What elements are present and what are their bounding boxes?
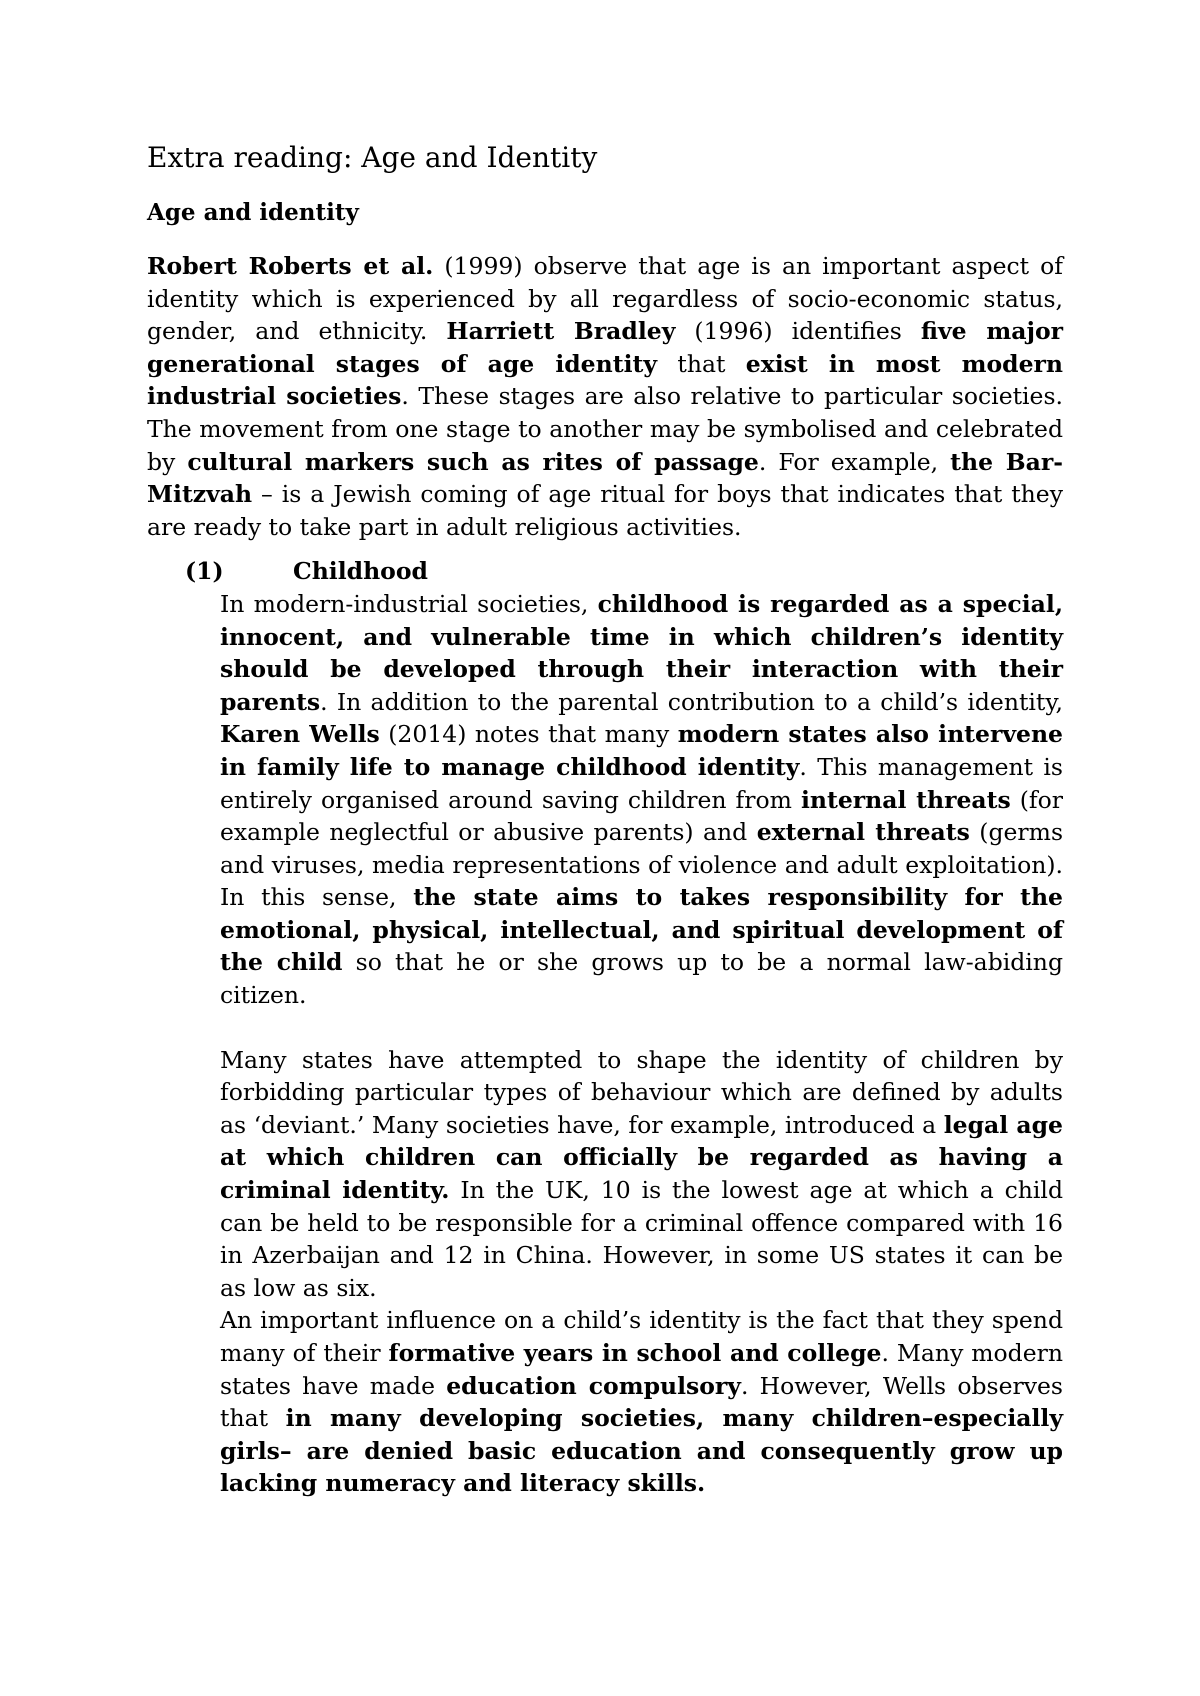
- paragraph-gap: [220, 1012, 1063, 1044]
- bold-text-run: childhood is regarded as a special, innocent, and vulnerable time in which children’s identity should be developed through their interaction with their parents: [220, 589, 1063, 716]
- section-title: Childhood: [293, 557, 428, 586]
- bold-text-run: formative years in school and college: [388, 1339, 882, 1367]
- text-run: (germs and viruses, media representations of violence and adult exploitation). In this sense,: [220, 818, 1064, 912]
- bold-text-run: in many developing societies, many children–especially girls– are denied basic education and consequently grow up lacking numeracy and literacy skills.: [220, 1404, 1063, 1498]
- bold-text-run: Harriett Bradley: [446, 317, 676, 346]
- text-run: (for example neglectful or abusive parents) and: [220, 785, 1063, 847]
- bold-text-run: the state aims to takes responsibility for the emotional, physical, intellectual, and spiritual development of the child: [220, 883, 1064, 977]
- bold-text-run: cultural markers such as rites of passage: [187, 447, 759, 476]
- childhood-paragraph-1: [220, 588, 1063, 1012]
- section-subtitle: Age and identity: [147, 199, 359, 226]
- text-run: In modern-industrial societies,: [220, 589, 598, 618]
- text-run: so that he or she grows up to be a normal law-abiding citizen.: [220, 948, 1063, 1010]
- section-number: (1): [185, 557, 224, 586]
- text-run: . In addition to the parental contribution to a child’s identity,: [320, 687, 1063, 716]
- bold-text-run: legal age at which children can officially be regarded as having a criminal identity.: [220, 1110, 1063, 1205]
- bold-text-run: internal threats: [800, 785, 1011, 814]
- text-run: . This management is entirely organised around saving children from: [220, 752, 1063, 814]
- childhood-paragraph-3: [220, 1304, 1063, 1500]
- bold-text-run: five major generational stages of age identity: [147, 317, 1063, 378]
- text-run: (1996) identifies: [675, 317, 921, 346]
- bold-text-run: the Bar-Mitzvah: [147, 447, 1063, 509]
- text-run: that: [657, 349, 746, 378]
- text-run: . These stages are also relative to particular societies. The movement from one stage to another may be symbolised and celebrated by: [147, 382, 1063, 476]
- text-run: . Many modern states have made: [220, 1339, 1063, 1400]
- document-page: [147, 140, 1063, 1500]
- bold-text-run: Karen Wells: [220, 720, 380, 749]
- text-run: . For example,: [758, 447, 951, 476]
- text-run: (1999) observe that age is an important aspect of identity which is experienced by all regardless of socio-economic status, gender, and ethnicity.: [147, 252, 1063, 346]
- section-body: [220, 588, 1063, 1500]
- text-run: – is a Jewish coming of age ritual for boys that indicates that they are ready to take part in adult religious activities.: [147, 480, 1063, 541]
- bold-text-run: exist in most modern industrial societies: [147, 349, 1063, 411]
- text-run: . However, Wells observes that: [220, 1371, 1063, 1433]
- text-run: An important influence on a child’s identity is the fact that they spend many of their: [220, 1306, 1063, 1367]
- page-title: Extra reading: Age and Identity: [147, 141, 598, 174]
- bold-text-run: external threats: [756, 818, 970, 847]
- text-run: In the UK, 10 is the lowest age at which a child can be held to be responsible for a criminal offence compared with 16 in Azerbaijan and 12 in China. However, in some US states it can be as low as six.: [220, 1176, 1063, 1302]
- text-run: (2014) notes that many: [379, 720, 678, 749]
- childhood-paragraph-2: [220, 1044, 1063, 1305]
- bold-text-run: education compulsory: [446, 1371, 741, 1400]
- section-heading: [185, 555, 1063, 588]
- bold-text-run: modern states also intervene in family life to manage childhood identity: [220, 720, 1064, 781]
- text-run: Many states have attempted to shape the identity of children by forbidding particular types of behaviour which are defined by adults as ‘deviant.’ Many societies have, for example, introduced a: [220, 1045, 1063, 1139]
- intro-paragraph: [147, 250, 1063, 543]
- bold-text-run: Robert Roberts et al.: [147, 252, 434, 280]
